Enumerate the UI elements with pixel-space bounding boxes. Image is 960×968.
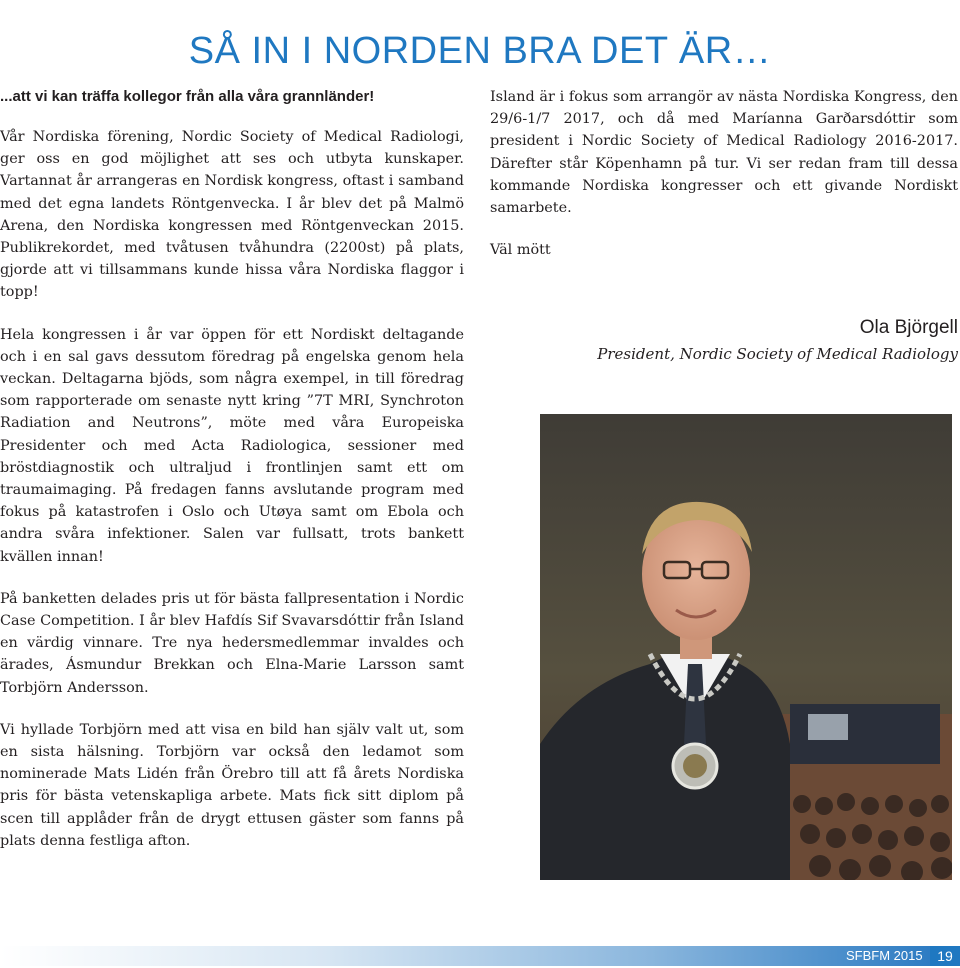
article-paragraph: Vår Nordiska förening, Nordic Society of Medical Radiologi, ger oss en god möjlighet att ses och utbyta kunskaper. Vartannat år arrangeras en Nordisk kongress, oftast i samband med det egna landets Röntgenvecka. I år blev det på Malmö Arena, den Nordiska kongressen med Röntgenveckan 2015. Publikrekordet, med tvåtusen tvåhundra (2200st) på plats, gjorde att vi tillsammans kunde hissa våra Nordiska flaggor i topp! — [0, 129, 464, 301]
page-number: 19 — [930, 946, 960, 966]
article-paragraph: Vi hyllade Torbjörn med att visa en bild han själv valt ut, som en sista hälsning. Torbjörn var också den ledamot som nominerade Mats Lidén från Örebro till att få årets Nordiska pris för bästa vetenskapliga arbete. Mats fick sitt diplom på scen till applåder från de drygt ettusen gäster som fanns på plats denna festliga afton. — [0, 721, 464, 849]
article-paragraph: Hela kongressen i år var öppen för ett Nordiskt deltagande och i en sal gavs dessutom föredrag på engelska genom hela veckan. Deltagarna bjöds, som några exempel, in till föredrag som rapporterade om senaste nytt kring ”7T MRI, Synchroton Radiation and Neutrons”, möte med våra Europeiska Presidenter och med Acta Radiologica, sessioner med bröstdiagnostik och ultraljud i frontlinjen samt ett om traumaimaging. På fredagen fanns avslutande program med fokus på katastrofen i Oslo och Utøya samt om Ebola och andra svåra infektioner. Salen var fullsatt, trots bankett kvällen innan! — [0, 326, 464, 565]
signature-name: Ola Björgell — [859, 317, 958, 338]
footer-bar — [0, 946, 930, 966]
signoff: Väl mött — [490, 242, 551, 259]
photo-illustration — [540, 414, 952, 880]
article-paragraph: Island är i fokus som arrangör av nästa Nordiska Kongress, den 29/6-1/7 2017, och då med Maríanna Garðarsdóttir som president i Nordic Society of Medical Radiology 2016-2017. Därefter står Köpenhamn på tur. Vi ser redan fram till dessa kommande Nordiska kongresser och ett givande Nordiskt samarbete. — [490, 89, 958, 217]
signature-role: President, Nordic Society of Medical Radiology — [597, 345, 958, 363]
article-left-column — [0, 86, 464, 872]
article-right-column — [490, 86, 958, 261]
article-paragraph: På banketten delades pris ut för bästa fallpresentation i Nordic Case Competition. I år blev Hafdís Sif Svavarsdóttir från Island en värdig vinnare. Tre nya hedersmedlemmar invaldes och ärades, Ásmundur Brekkan och Elna-Marie Larsson samt Torbjörn Andersson. — [0, 590, 464, 696]
page-title: SÅ IN I NORDEN BRA DET ÄR… — [188, 30, 772, 73]
president-photo — [540, 414, 952, 880]
article-lead: ...att vi kan träffa kollegor från alla våra grannländer! — [0, 88, 375, 105]
footer-publication-label: SFBFM 2015 — [846, 948, 923, 963]
